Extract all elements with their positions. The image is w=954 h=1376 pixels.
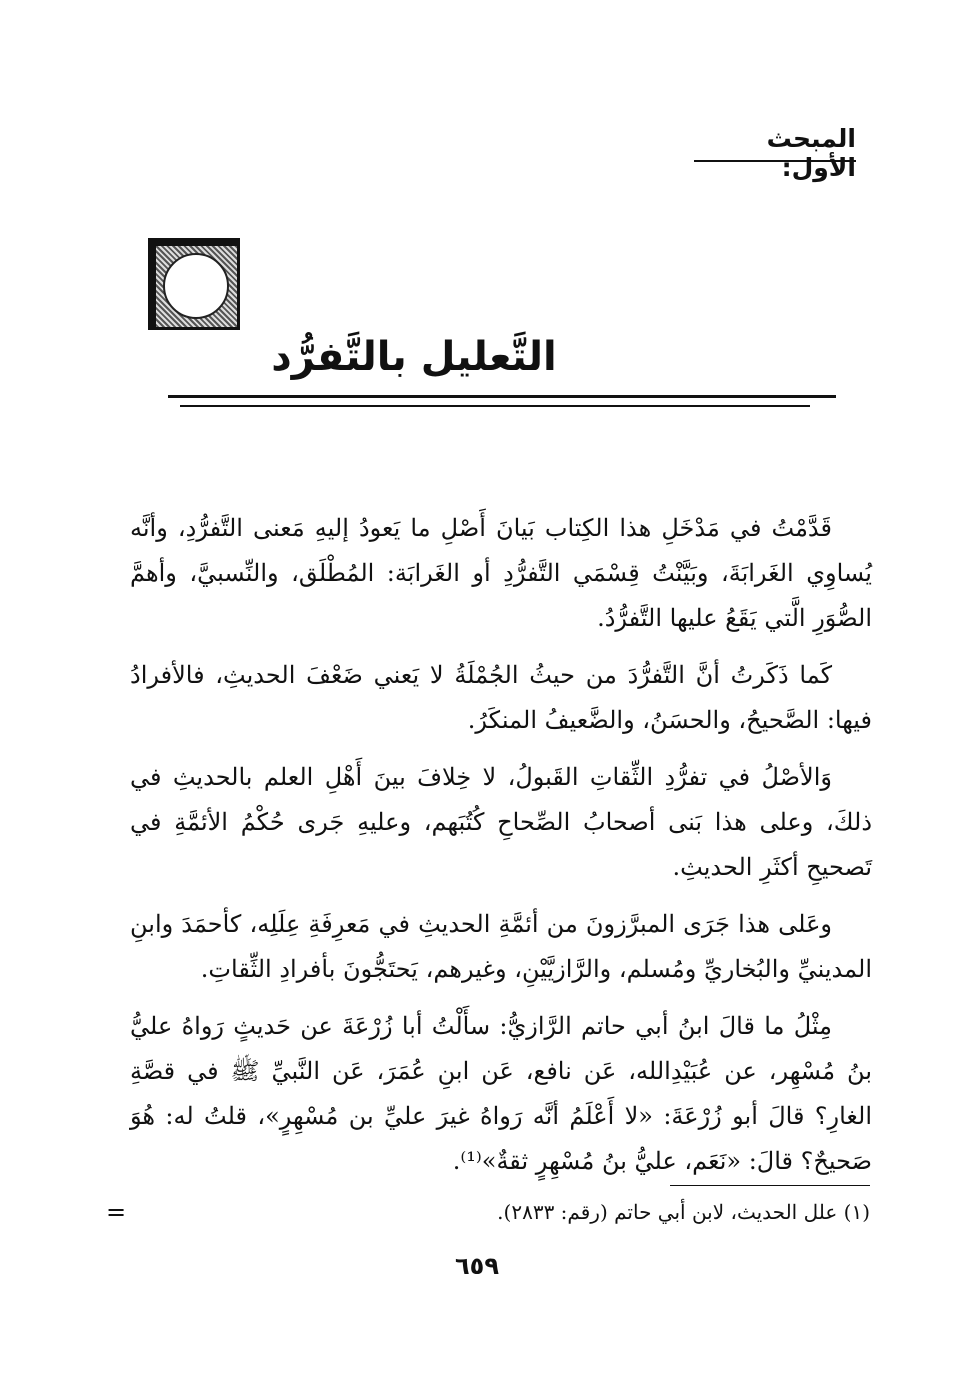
- running-head: المبحث الأول:: [766, 124, 856, 182]
- title-rule: [168, 395, 836, 398]
- paragraph-4: وعَلى هذا جَرَى المبرَّزونَ من أئمَّةِ الحديثِ في مَعرِفَةِ عِلَلِه، كأحمَدَ وابنِ المدينيِّ والبُخاريِّ ومُسلم، والرَّازيَّيْنِ، وغيرهم، يَحتَجُّونَ بأفرادِ الثِّقاتِ.: [130, 910, 872, 983]
- paragraph-3: وَالأصْلُ في تفرُّدِ الثِّقاتِ القَبولُ، لا خِلافَ بينَ أَهْلِ العلم بالحديثِ في ذلكَ، وعلى هذا بَنى أصحابُ الصِّحاحِ كُتُبَهم، وعليهِ جَرى حُكْمُ الأئمَّةِ في تَصحيحِ أكثَرِ الحديثِ.: [130, 763, 872, 881]
- paragraph-1: قَدَّمْتُ في مَدْخَلِ هذا الكِتاب بَيانَ أَصْلِ ما يَعودُ إليهِ مَعنى التَّفرُّدِ، وأنَّه يُساوِي الغَرابَةَ، وبَيَّنْتُ قِسْمَي التَّفرُّدِ أو الغَرابَة: المُطْلَق، والنِّسبيَّ، وأهمَّ الصُّوَرِ الَّتي يَقَعُ عليها التَّفرُّدُ.: [130, 514, 872, 632]
- body-text: [130, 506, 872, 1196]
- page-number: ٦٥٩: [455, 1252, 499, 1280]
- chapter-ornament: [148, 238, 240, 330]
- paragraph-2: كَما ذَكَرتُ أنَّ التَّفرُّدَ من حيثُ الجُمْلَةُ لا يَعني ضَعْفَ الحديثِ، فالأفرادُ فيها: الصَّحيحُ، والحسَنُ، والضَّعيفُ المنكَرُ.: [130, 661, 872, 734]
- paragraph-5: مِثْلُ ما قالَ ابنُ أبي حاتم الرَّازيُّ: سأَلْتُ أبا زُرْعَةَ عن حَديثٍ رَواهُ عليُّ بنُ مُسْهِر، عن عُبَيْدِالله، عَن نافع، عَن ابنِ عُمَرَ، عَن النَّبيِّ ﷺ في قصَّةِ الغارِ؟ قالَ أبو زُرْعَةَ: «لا أَعْلَمُ أنَّه رَواهُ غيرَ عليِّ بن مُسْهِرٍ»، قلتُ له: هُوَ صَحيحٌ؟ قالَ: «نَعَم، عليُّ بنُ مُسْهِرٍ ثقةٌ»⁽¹⁾.: [130, 1012, 872, 1175]
- footnote-rule: [670, 1185, 870, 1186]
- footnote: (١) علل الحديث، لابن أبي حاتم (رقم: ٢٨٣٣).: [497, 1200, 870, 1224]
- continuation-mark: =: [106, 1198, 127, 1226]
- running-head-rule: [694, 160, 856, 162]
- chapter-title: التَّعليل بالتَّفرُّد: [271, 334, 557, 380]
- title-rule-secondary: [180, 405, 810, 407]
